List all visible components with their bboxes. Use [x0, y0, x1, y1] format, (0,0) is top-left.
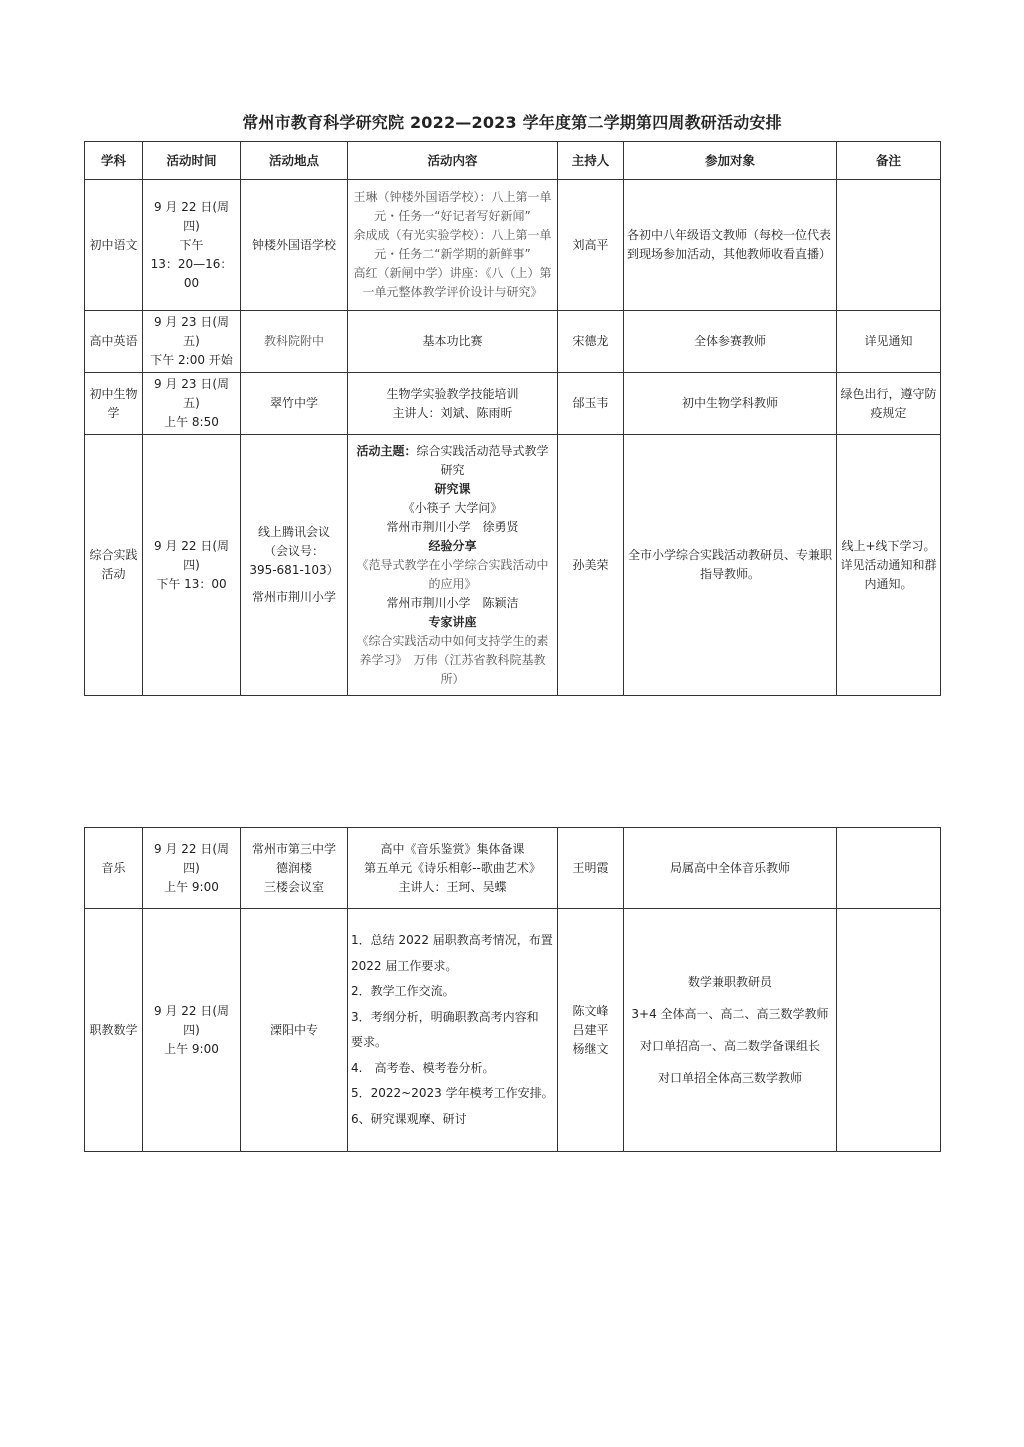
section-heading: 经验分享	[428, 538, 477, 553]
host-cell: 刘高平	[558, 180, 624, 311]
page-title: 常州市教育科学研究院 2022—2023 学年度第二学期第四周教研活动安排	[242, 113, 782, 132]
targets-cell: 各初中八年级语文教师（每校一位代表到现场参加活动，其他教师收看直播）	[624, 180, 837, 311]
note-cell	[837, 180, 941, 311]
note-cell: 线上+线下学习。详见活动通知和群内通知。	[837, 435, 941, 696]
schedule-table	[84, 141, 941, 696]
content-cell: 高中《音乐鉴赏》集体备课 第五单元《诗乐相彰--歌曲艺术》 主讲人：王珂、吴蝶	[348, 828, 558, 909]
host-cell: 邰玉韦	[558, 373, 624, 435]
table-header-row	[85, 142, 941, 180]
table-row	[85, 311, 941, 373]
time-cell: 9 月 23 日(周五) 下午 2:00 开始	[143, 311, 241, 373]
targets-cell: 全体参赛教师	[624, 311, 837, 373]
note-cell: 详见通知	[837, 311, 941, 373]
time-cell: 9 月 22 日(周四) 上午 9:00	[143, 909, 241, 1152]
content-cell: 王琳（钟楼外国语学校）：八上第一单元・任务一“好记者写好新闻” 余成成（有光实验学校）：八上第一单元・任务二“新学期的新鲜事” 高红（新闸中学）讲座：《八（上）第一单元整体教学评价设计与研究》	[348, 180, 558, 311]
header-time: 活动时间	[143, 142, 241, 180]
targets-cell: 全市小学综合实践活动教研员、专兼职指导教师。	[624, 435, 837, 696]
subject-cell: 音乐	[85, 828, 143, 909]
place-cell: 翠竹中学	[241, 373, 348, 435]
theme-text: 综合实践活动范导式教学研究	[416, 443, 549, 477]
host-cell: 孙美荣	[558, 435, 624, 696]
header-subject: 学科	[85, 142, 143, 180]
note-cell: 绿色出行，遵守防疫规定	[837, 373, 941, 435]
header-place: 活动地点	[241, 142, 348, 180]
time-cell: 9 月 22 日(周四) 下午 13：00	[143, 435, 241, 696]
content-cell: 1．总结 2022 届职教高考情况，布置 2022 届工作要求。 2．教学工作交流。 3．考纲分析，明确职教高考内容和 要求。 4. 高考卷、模考卷分析。 5．2022~2023 学年模考工作安排。 6、研究课观摩、研讨	[348, 909, 558, 1152]
host-cell: 王明霞	[558, 828, 624, 909]
content-cell: 生物学实验教学技能培训 主讲人：刘斌、陈雨昕	[348, 373, 558, 435]
host-cell: 宋德龙	[558, 311, 624, 373]
schedule-table-continued	[84, 827, 941, 1152]
content-cell: 活动主题：综合实践活动范导式教学研究 研究课 《小筷子 大学问》 常州市荆川小学 徐勇贤 经验分享 《范导式教学在小学综合实践活动中的应用》 常州市荆川小学 陈颖洁 专家讲座 《综合实践活动中如何支持学生的素养学习》 万伟（江苏省教科院基教所）	[348, 435, 558, 696]
theme-label: 活动主题：	[356, 443, 417, 458]
place-cell: 溧阳中专	[241, 909, 348, 1152]
table-row	[85, 180, 941, 311]
subject-cell: 初中生物学	[85, 373, 143, 435]
place-cell: 常州市第三中学 德润楼 三楼会议室	[241, 828, 348, 909]
place-cell: 教科院附中	[241, 311, 348, 373]
place-cell: 钟楼外国语学校	[241, 180, 348, 311]
section-heading: 专家讲座	[428, 614, 477, 629]
time-cell: 9 月 22 日(周四) 上午 9:00	[143, 828, 241, 909]
table-row	[85, 373, 941, 435]
header-content: 活动内容	[348, 142, 558, 180]
host-cell: 陈文峰 吕建平 杨继文	[558, 909, 624, 1152]
time-cell: 9 月 23 日(周五) 上午 8:50	[143, 373, 241, 435]
section-heading: 研究课	[434, 481, 471, 496]
content-cell: 基本功比赛	[348, 311, 558, 373]
table-row	[85, 435, 941, 696]
header-host: 主持人	[558, 142, 624, 180]
table-row	[85, 909, 941, 1152]
targets-cell: 局属高中全体音乐教师	[624, 828, 837, 909]
subject-cell: 综合实践活动	[85, 435, 143, 696]
subject-cell: 职教数学	[85, 909, 143, 1152]
targets-cell: 数学兼职教研员 3+4 全体高一、高二、高三数学教师 对口单招高一、高二数学备课组长 对口单招全体高三数学教师	[624, 909, 837, 1152]
header-targets: 参加对象	[624, 142, 837, 180]
table-row	[85, 828, 941, 909]
note-cell	[837, 828, 941, 909]
time-cell: 9 月 22 日(周四) 下午 13：20—16：00	[143, 180, 241, 311]
note-cell	[837, 909, 941, 1152]
header-note: 备注	[837, 142, 941, 180]
subject-cell: 高中英语	[85, 311, 143, 373]
targets-cell: 初中生物学科教师	[624, 373, 837, 435]
place-cell: 线上腾讯会议 （会议号： 395-681-103） 常州市荆川小学	[241, 435, 348, 696]
subject-cell: 初中语文	[85, 180, 143, 311]
